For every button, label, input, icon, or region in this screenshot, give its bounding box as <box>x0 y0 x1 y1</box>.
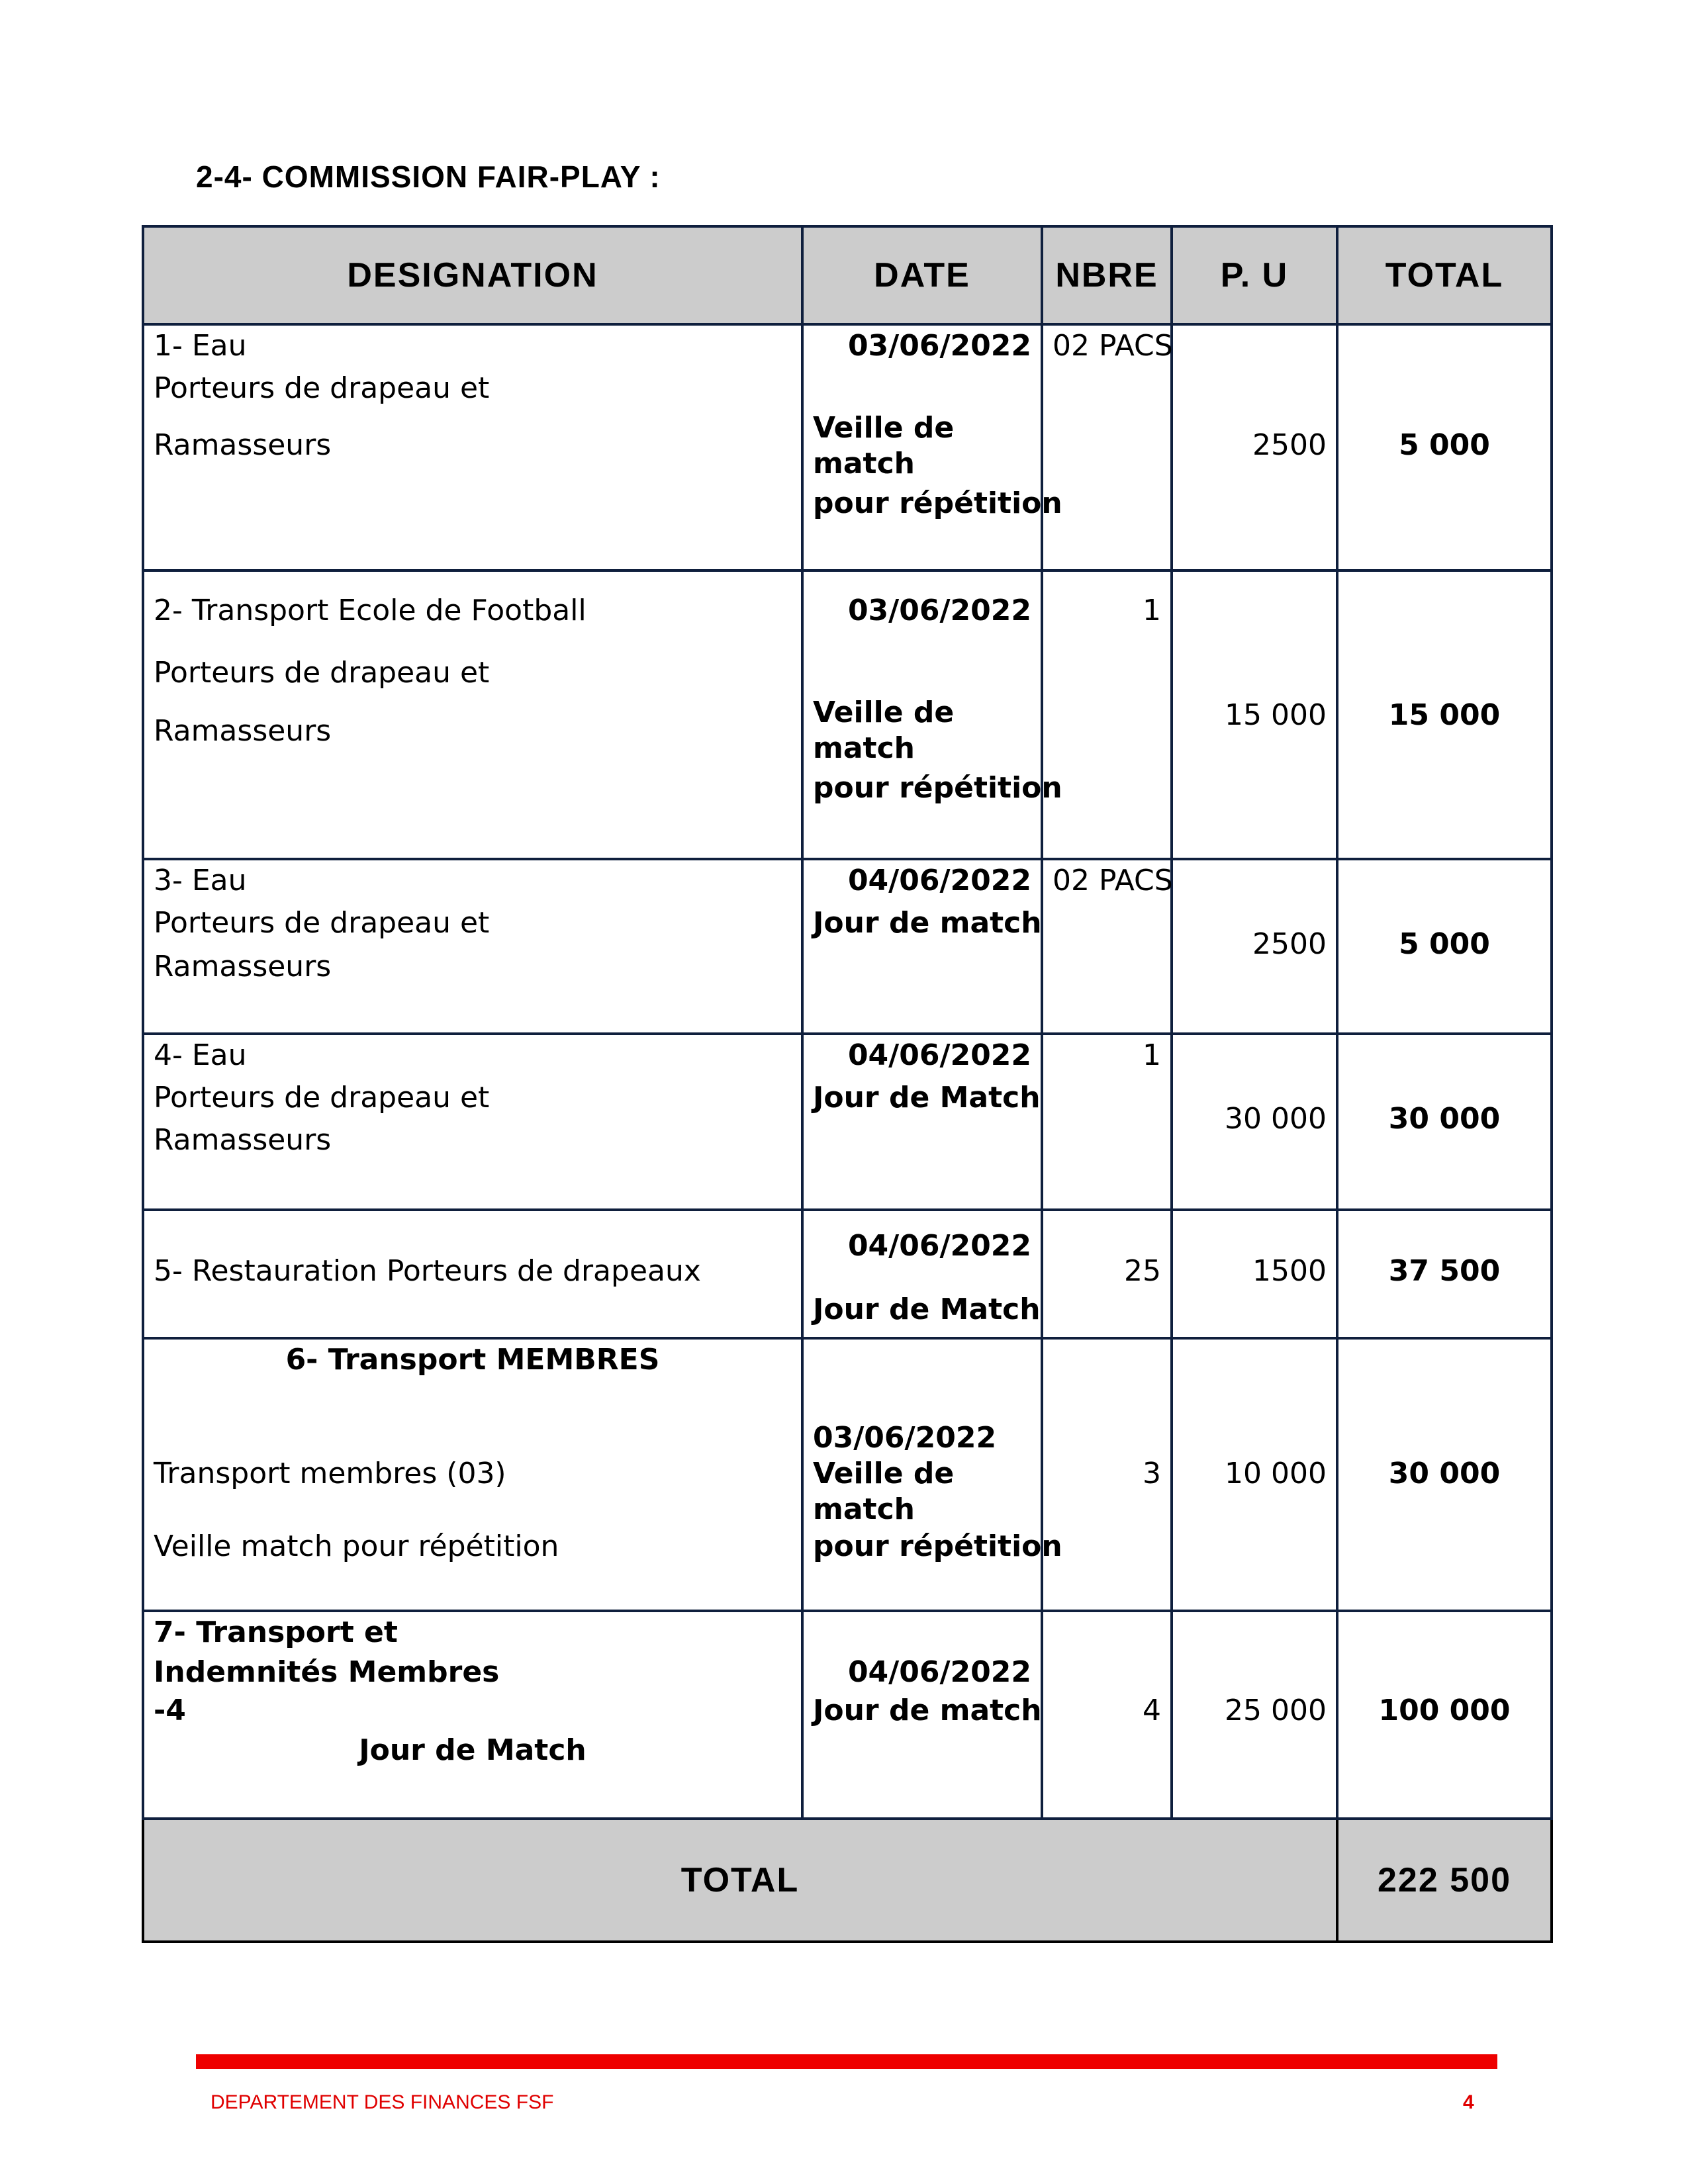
grand-total-row <box>143 1819 1552 1942</box>
designation-line: Porteurs de drapeau et <box>154 1081 490 1115</box>
total-value: 30 000 <box>1388 1102 1501 1136</box>
date-note: pour répétition <box>813 486 1062 520</box>
designation-line: Veille match pour répétition <box>154 1529 559 1563</box>
page-number: 4 <box>1463 2091 1474 2113</box>
date-note: Veille de <box>813 696 955 729</box>
col-header-nbre: NBRE <box>1042 226 1172 324</box>
footer-department: DEPARTEMENT DES FINANCES FSF <box>211 2091 554 2113</box>
designation-sub: Jour de Match <box>359 1733 586 1767</box>
date-value: 03/06/2022 <box>847 329 1031 363</box>
nbre-value: 02 PACS <box>1053 864 1173 897</box>
designation-line: 5- Restauration Porteurs de drapeaux <box>154 1254 701 1288</box>
date-note: Veille de <box>813 411 955 445</box>
date-note: Jour de match <box>813 906 1042 940</box>
date-note: pour répétition <box>813 1529 1062 1563</box>
designation-line: 3- Eau <box>154 864 247 897</box>
nbre-value: 02 PACS <box>1053 329 1173 363</box>
pu-value: 15 000 <box>1225 698 1327 732</box>
date-note: pour répétition <box>813 771 1062 805</box>
total-value: 37 500 <box>1388 1254 1501 1288</box>
designation-line: Porteurs de drapeau et <box>154 371 490 405</box>
date-value: 04/06/2022 <box>847 1229 1031 1263</box>
grand-total-label: TOTAL <box>143 1819 1337 1942</box>
table-row <box>143 1611 1552 1819</box>
table-row <box>143 1338 1552 1611</box>
nbre-value: 4 <box>1143 1694 1161 1727</box>
date-value: 04/06/2022 <box>847 1655 1031 1689</box>
table-row <box>143 859 1552 1034</box>
date-value: 03/06/2022 <box>847 594 1031 627</box>
designation-line: Indemnités Membres <box>154 1655 500 1689</box>
designation-line: -4 <box>154 1694 186 1727</box>
designation-line: 1- Eau <box>154 329 247 363</box>
total-value: 5 000 <box>1399 927 1490 961</box>
designation-line: 2- Transport Ecole de Football <box>154 594 586 627</box>
col-header-total: TOTAL <box>1337 226 1552 324</box>
col-header-date: DATE <box>802 226 1042 324</box>
designation-line: Ramasseurs <box>154 714 332 748</box>
footer-accent-bar <box>196 2054 1497 2069</box>
designation-line: Porteurs de drapeau et <box>154 906 490 940</box>
expense-table <box>142 225 1553 1943</box>
designation-title: 6- Transport MEMBRES <box>285 1343 660 1377</box>
table-header-row <box>143 226 1552 324</box>
date-note: Jour de Match <box>813 1293 1041 1326</box>
date-value: 03/06/2022 <box>813 1421 997 1455</box>
date-note: Veille de <box>813 1457 955 1490</box>
table-row <box>143 324 1552 570</box>
pu-value: 25 000 <box>1225 1694 1327 1727</box>
total-value: 30 000 <box>1388 1457 1501 1490</box>
section-heading: 2-4- COMMISSION FAIR-PLAY : <box>196 159 661 194</box>
pu-value: 2500 <box>1252 428 1327 462</box>
pu-value: 1500 <box>1252 1254 1327 1288</box>
pu-value: 2500 <box>1252 927 1327 961</box>
designation-line: Ramasseurs <box>154 428 332 462</box>
date-note: match <box>813 731 915 765</box>
nbre-value: 3 <box>1143 1457 1161 1490</box>
pu-value: 30 000 <box>1225 1102 1327 1136</box>
col-header-designation: DESIGNATION <box>143 226 802 324</box>
nbre-value: 25 <box>1124 1254 1161 1288</box>
nbre-value: 1 <box>1143 1038 1161 1072</box>
nbre-value: 1 <box>1143 594 1161 627</box>
designation-line: Ramasseurs <box>154 950 332 983</box>
table-row <box>143 570 1552 859</box>
table-row <box>143 1210 1552 1338</box>
date-note: Jour de match <box>813 1694 1042 1727</box>
date-note: match <box>813 1492 915 1526</box>
pu-value: 10 000 <box>1225 1457 1327 1490</box>
designation-line: 7- Transport et <box>154 1615 398 1649</box>
grand-total-value: 222 500 <box>1337 1819 1552 1942</box>
designation-line: Porteurs de drapeau et <box>154 656 490 690</box>
total-value: 15 000 <box>1388 698 1501 732</box>
date-note: match <box>813 447 915 480</box>
designation-line: Ramasseurs <box>154 1123 332 1157</box>
date-value: 04/06/2022 <box>847 864 1031 897</box>
total-value: 100 000 <box>1378 1694 1511 1727</box>
date-value: 04/06/2022 <box>847 1038 1031 1072</box>
total-value: 5 000 <box>1399 428 1490 462</box>
designation-line: 4- Eau <box>154 1038 247 1072</box>
designation-line: Transport membres (03) <box>154 1457 506 1490</box>
table-row <box>143 1034 1552 1210</box>
date-note: Jour de Match <box>813 1081 1041 1115</box>
col-header-pu: P. U <box>1172 226 1337 324</box>
